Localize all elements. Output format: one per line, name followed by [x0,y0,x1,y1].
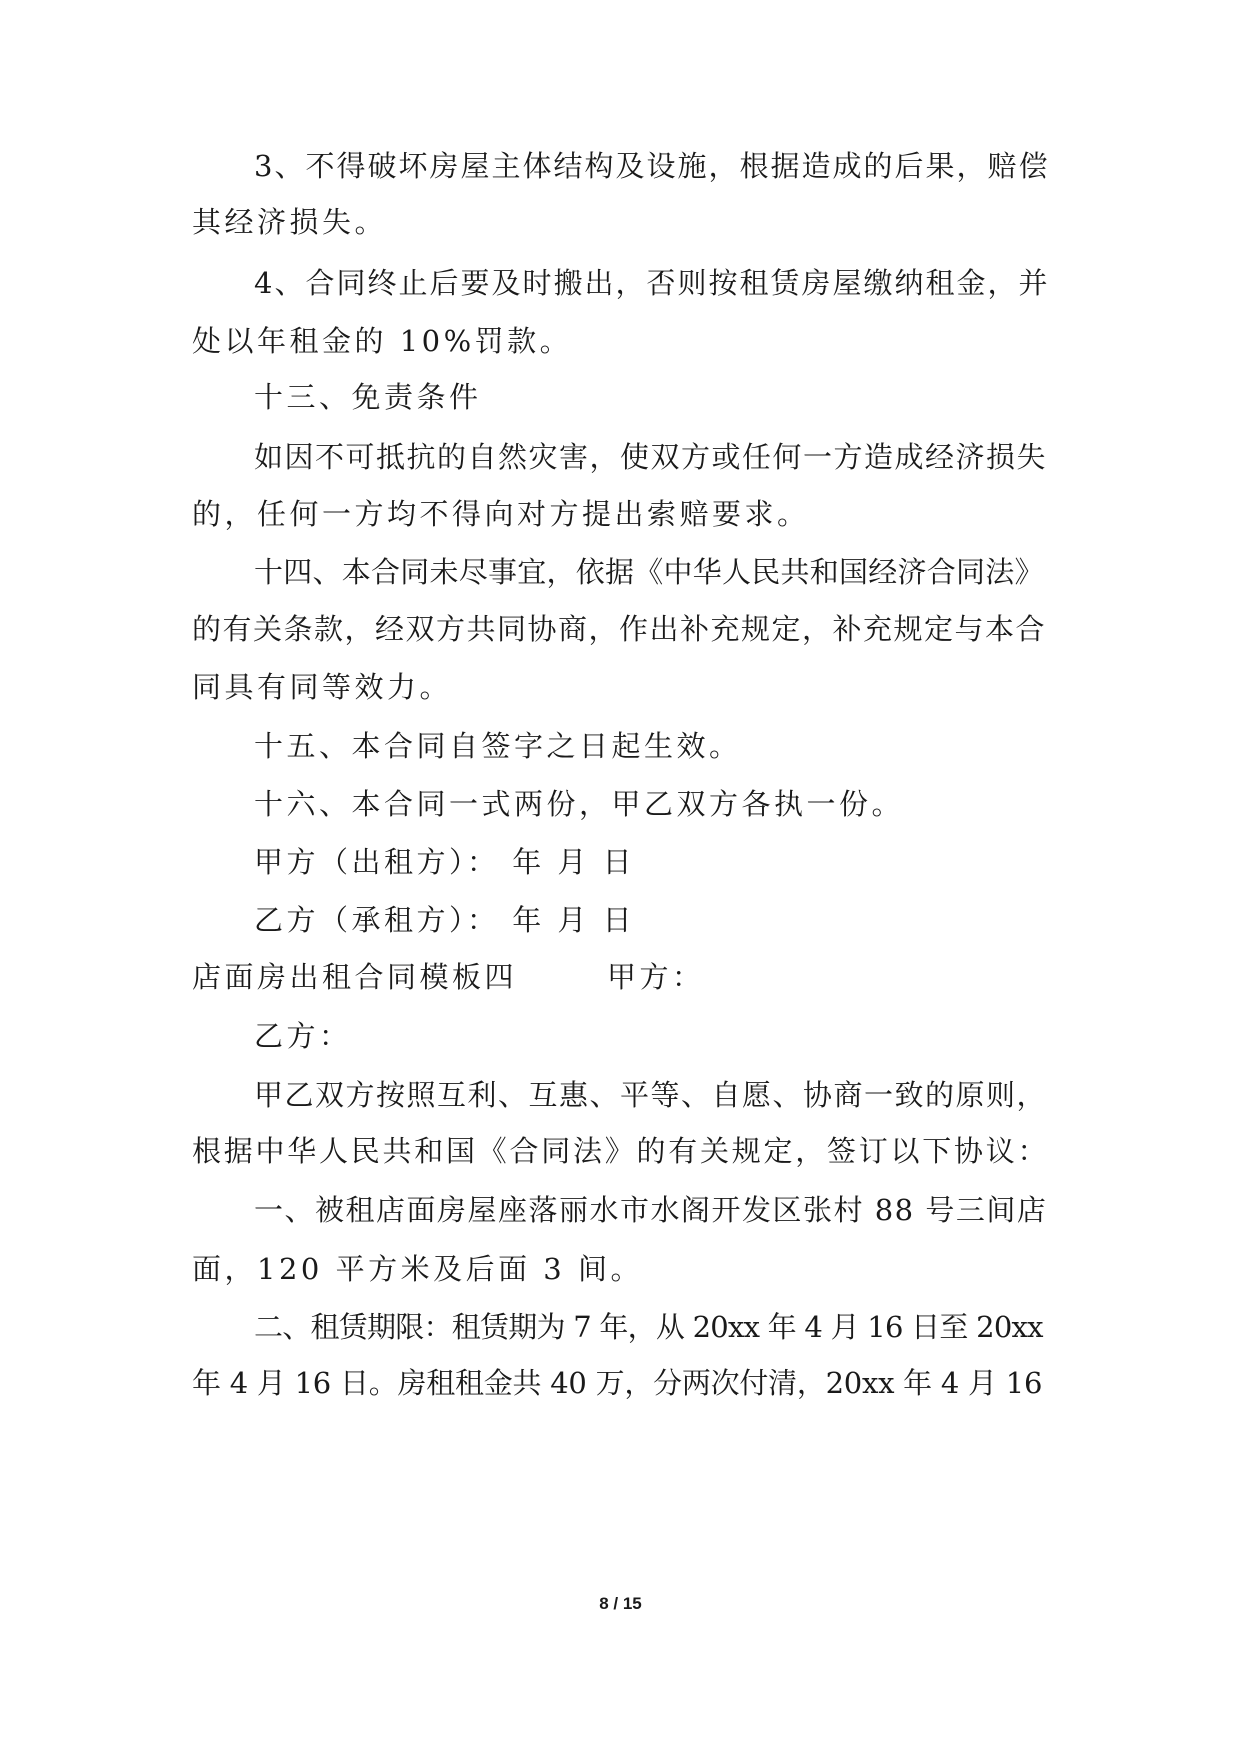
template-4-title: 店面房出租合同模板四 [192,960,518,994]
template-4-preamble-line-2: 根据中华人民共和国《合同法》的有关规定，签订以下协议： [192,1134,1050,1168]
clause-3-line-1: 3、不得破坏房屋主体结构及设施，根据造成的后果，赔偿 [254,149,1050,183]
clause-4-line-2: 处以年租金的 10%罚款。 [192,324,573,358]
template-4-heading-line [192,957,705,997]
section-14-line-3: 同具有同等效力。 [192,670,453,704]
clause-3-line-2: 其经济损失。 [192,205,388,239]
section-14-line-1: 十四、本合同未尽事宜，依据《中华人民共和国经济合同法》 [254,555,1044,589]
template-4-preamble-line-1: 甲乙双方按照互利、互惠、平等、自愿、协商一致的原则， [254,1078,1048,1112]
template-4-clause-1-line-1: 一、被租店面房屋座落丽水市水阁开发区张村 88 号三间店 [254,1193,1048,1227]
section-15: 十五、本合同自签字之日起生效。 [254,729,742,763]
party-a-signature-line: 甲方（出租方）： 年 月 日 [254,845,636,879]
party-b-signature-line: 乙方（承租方）： 年 月 日 [254,903,636,937]
template-4-clause-1-line-2: 面，120 平方米及后面 3 间。 [192,1252,643,1286]
template-4-clause-2-line-2: 年 4 月 16 日。房租租金共 40 万，分两次付清，20xx 年 4 月 16 [192,1366,1043,1400]
section-13-text-line-1: 如因不可抵抗的自然灾害，使双方或任何一方造成经济损失 [254,440,1048,474]
section-13-heading: 十三、免责条件 [254,380,482,414]
template-4-party-a-label: 甲方： [607,960,705,994]
template-4-clause-2-line-1: 二、租赁期限：租赁期为 7 年，从 20xx 年 4 月 16 日至 20xx [254,1310,1043,1344]
clause-4-line-1: 4、合同终止后要及时搬出，否则按租赁房屋缴纳租金，并 [254,266,1050,300]
section-16: 十六、本合同一式两份，甲乙双方各执一份。 [254,787,905,821]
section-13-text-line-2: 的，任何一方均不得向对方提出索赔要求。 [192,497,810,531]
section-14-line-2: 的有关条款，经双方共同协商，作出补充规定，补充规定与本合 [192,612,1047,646]
template-4-party-b-label: 乙方： [254,1019,352,1053]
page-number: 8 / 15 [599,1594,642,1613]
